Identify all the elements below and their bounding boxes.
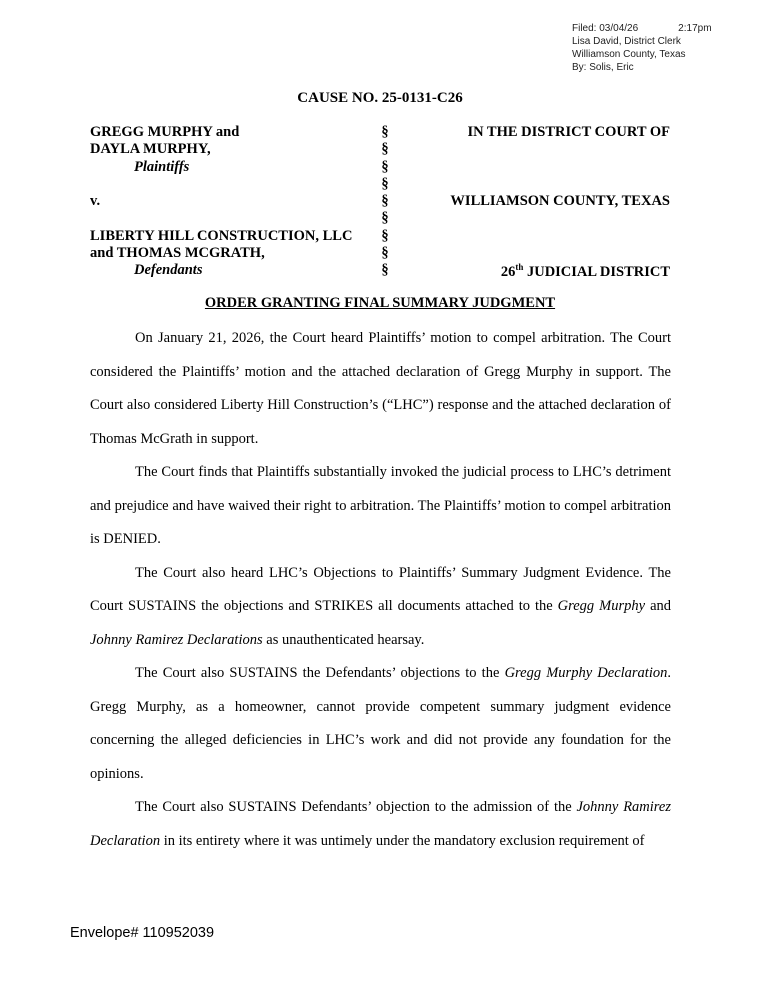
versus: v. <box>90 193 101 210</box>
order-body <box>90 322 671 858</box>
filed-date: Filed: 03/04/26 <box>572 23 639 34</box>
filing-stamp <box>572 22 712 74</box>
clerk-county: Williamson County, Texas <box>572 49 686 60</box>
judicial-district <box>501 262 670 281</box>
envelope-number: Envelope# 110952039 <box>70 925 215 941</box>
cause-number: CAUSE NO. 25-0131-C26 <box>297 90 463 106</box>
defendants-label: Defendants <box>134 262 203 279</box>
section-mark: § <box>381 175 389 192</box>
plaintiff-line-2: DAYLA MURPHY, <box>90 141 211 158</box>
section-mark: § <box>381 210 389 227</box>
defendant-line-1: LIBERTY HILL CONSTRUCTION, LLC <box>90 227 353 244</box>
district-number: 26 <box>500 263 516 280</box>
parties <box>90 124 380 280</box>
court-line-2: WILLIAMSON COUNTY, TEXAS <box>450 193 670 209</box>
clerk-name: Lisa David, District Clerk <box>572 36 681 47</box>
section-mark: § <box>381 158 389 175</box>
case-caption <box>90 124 670 284</box>
district-suffix: th <box>515 262 524 272</box>
district-text: JUDICIAL DISTRICT <box>526 263 670 280</box>
section-mark: § <box>381 124 389 140</box>
section-mark: § <box>381 227 389 244</box>
paragraph-arbitration-hearing: On January 21, 2026, the Court heard Plaintiffs’ motion to compel arbitration. The Court considered the Plaintiffs’ motion and the attached declaration of Gregg Murphy in support. The Court also considered Liberty Hill Construction’s (“LHC”) response and the attached declaration of Thomas McGrath in support. <box>90 330 671 447</box>
court-line-1: IN THE DISTRICT COURT OF <box>467 124 670 140</box>
section-mark: § <box>381 193 389 210</box>
defendant-line-2: and THOMAS MCGRATH, <box>90 245 265 262</box>
order-title: ORDER GRANTING FINAL SUMMARY JUDGMENT <box>204 295 556 311</box>
paragraph-waiver-finding: The Court finds that Plaintiffs substantially invoked the judicial process to LHC’s detriment and prejudice and have waived their right to arbitration. The Plaintiffs’ motion to compel arbitration is DENIED. <box>90 464 671 547</box>
section-mark: § <box>381 245 389 262</box>
section-mark: § <box>381 262 389 279</box>
plaintiffs-label: Plaintiffs <box>134 158 190 175</box>
plaintiff-line-1: GREGG MURPHY and <box>90 124 240 140</box>
paragraph-objections-sustained: The Court also heard LHC’s Objections to Plaintiffs’ Summary Judgment Evidence. The Court SUSTAINS the objections and STRIKES all documents attached to the Gregg Murphy and Johnny Ramirez Declarations as unauthenticated hearsay. <box>90 564 671 648</box>
section-mark: § <box>381 141 389 158</box>
section-symbols <box>378 124 392 280</box>
paragraph-ramirez-declaration: The Court also SUSTAINS Defendants’ objection to the admission of the Johnny Ramirez Declaration in its entirety where it was untimely under the mandatory exclusion requirement of <box>90 799 671 849</box>
paragraph-murphy-declaration: The Court also SUSTAINS the Defendants’ objections to the Gregg Murphy Declaration. Gregg Murphy, as a homeowner, cannot provide competent summary judgment evidence concerning the alleged deficiencies in LHC’s work and did not provide any foundation for the opinions. <box>90 665 671 782</box>
filed-by: By: Solis, Eric <box>572 62 634 73</box>
filed-time: 2:17pm <box>678 23 712 34</box>
